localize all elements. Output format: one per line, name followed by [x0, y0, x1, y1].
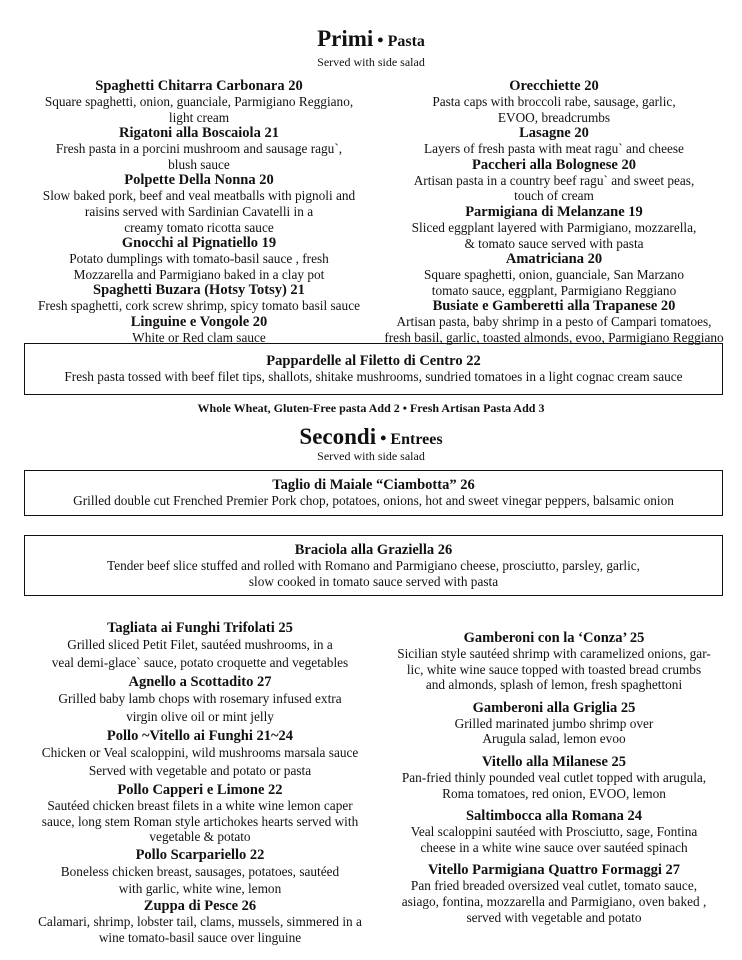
item-desc: Fresh pasta in a porcini mushroom and sausage ragu`, [55, 141, 343, 157]
menu-item [378, 700, 730, 747]
item-desc: Roma tomatoes, red onion, EVOO, lemon [442, 785, 666, 801]
secondi-right-column [378, 630, 730, 925]
item-desc: Mozzarella and Parmigiano baked in a clay pot [73, 266, 325, 282]
menu-item [24, 847, 376, 897]
menu-item [24, 78, 374, 125]
menu-item [24, 898, 376, 945]
menu-item [378, 298, 730, 345]
item-name: Parmigiana di Melanzane 19 [465, 203, 643, 220]
item-name: Linguine e Vongole 20 [130, 313, 268, 330]
item-name: Orecchiette 20 [509, 78, 599, 94]
item-name: Tagliata ai Funghi Trifolati 25 [107, 620, 293, 636]
item-desc: cheese in a white wine sauce over sautéed spinach [420, 839, 688, 855]
item-desc: Pasta caps with broccoli rabe, sausage, garlic, [432, 94, 676, 109]
menu-item [24, 728, 376, 780]
menu-item [378, 204, 730, 251]
item-desc: Grilled sliced Petit Filet, sautéed mushrooms, in a [67, 637, 333, 652]
pasta-add-note: Whole Wheat, Gluten-Free pasta Add 2 • Fresh Artisan Pasta Add 3 [197, 401, 545, 415]
item-desc: Boneless chicken breast, sausages, potatoes, sautéed [60, 863, 340, 879]
item-desc: served with vegetable and potato [466, 909, 642, 925]
item-desc: Veal scaloppini sautéed with Prosciutto, sage, Fontina [410, 824, 698, 840]
menu-item [378, 808, 730, 855]
menu-item [24, 235, 374, 282]
item-name: Polpette Della Nonna 20 [124, 172, 274, 189]
item-desc: Tender beef slice stuffed and rolled with Romano and Parmigiano cheese, prosciutto, parsley, garlic, [107, 558, 640, 573]
item-name: Lasagne 20 [519, 125, 589, 142]
item-desc: Grilled double cut Frenched Premier Pork chop, potatoes, onions, hot and sweet vinegar peppers, balsamic onion [73, 493, 674, 508]
item-name: Vitello Parmigiana Quattro Formaggi 27 [427, 862, 681, 879]
item-desc: creamy tomato ricotta sauce [124, 219, 274, 235]
menu-item [378, 862, 730, 925]
item-desc: Arugula salad, lemon evoo [482, 731, 626, 747]
item-desc: Grilled marinated jumbo shrimp over [454, 715, 654, 731]
secondi-heading [0, 424, 742, 450]
primi-title: Primi [317, 26, 374, 51]
menu-item [24, 125, 374, 172]
primi-bullet: • [377, 30, 384, 50]
item-desc: Grilled baby lamb chops with rosemary infused extra [58, 691, 342, 706]
item-name: Pollo Capperi e Limone 22 [117, 782, 283, 798]
item-desc: touch of cream [514, 188, 594, 204]
item-desc: Square spaghetti, onion, guanciale, San Marzano [424, 267, 684, 283]
item-name: Pollo ~Vitello ai Funghi 21~24 [106, 728, 294, 744]
item-name: Rigatoni alla Boscaiola 21 [119, 125, 279, 142]
item-desc: light cream [168, 109, 230, 125]
item-name: Vitello alla Milanese 25 [481, 753, 627, 770]
item-desc: Potato dumplings with tomato-basil sauce , fresh [69, 251, 329, 267]
secondi-subtitle: Entrees [390, 431, 443, 448]
item-desc: raisins served with Sardinian Cavatelli in a [84, 203, 314, 219]
item-desc: slow cooked in tomato sauce served with pasta [248, 573, 499, 589]
item-desc: Sautéed chicken breast filets in a white wine lemon caper [47, 798, 353, 813]
item-desc: Fresh pasta tossed with beef filet tips, shallots, shitake mushrooms, sundried tomatoes in a light cognac cream sauce [64, 369, 683, 384]
item-desc: veal demi-glace` sauce, potato croquette and vegetables [51, 655, 349, 670]
item-desc: Slow baked pork, beef and veal meatballs with pignoli and [42, 188, 356, 204]
item-desc: fresh basil, garlic, toasted almonds, evoo, Parmigiano Reggiano [384, 329, 724, 345]
menu-item [378, 157, 730, 204]
secondi-feature-box-1 [24, 470, 723, 516]
item-desc: and almonds, splash of lemon, fresh spaghettoni [425, 677, 683, 693]
item-desc: lic, white wine sauce topped with toasted bread crumbs [406, 661, 702, 677]
item-desc: asiago, fontina, mozzarella and Parmigiano, oven baked , [401, 893, 707, 909]
primi-subtitle: Pasta [387, 33, 425, 50]
primi-heading [0, 26, 742, 52]
menu-item [24, 172, 374, 235]
menu-item [24, 314, 374, 346]
item-desc: EVOO, breadcrumbs [497, 109, 611, 125]
item-desc: Square spaghetti, onion, guanciale, Parmigiano Reggiano, [44, 94, 354, 109]
item-name: Saltimbocca alla Romana 24 [465, 808, 642, 825]
menu-item [378, 251, 730, 298]
item-name: Pollo Scarpariello 22 [135, 846, 265, 863]
item-desc: White or Red clam sauce [132, 329, 266, 345]
item-desc: Sicilian style sautéed shrimp with caramelized onions, gar- [397, 646, 711, 661]
item-desc: Sliced eggplant layered with Parmigiano, mozzarella, [411, 219, 697, 235]
item-desc: blush sauce [168, 156, 230, 172]
item-desc: Chicken or Veal scaloppini, wild mushrooms marsala sauce [41, 745, 359, 760]
item-desc: Calamari, shrimp, lobster tail, clams, mussels, simmered in a [38, 914, 362, 930]
menu-item [378, 125, 730, 157]
secondi-bullet: • [380, 428, 387, 448]
item-desc: wine tomato-basil sauce over linguine [98, 929, 302, 945]
item-desc: Artisan pasta, baby shrimp in a pesto of Campari tomatoes, [396, 314, 712, 330]
item-name: Braciola alla Graziella 26 [294, 542, 453, 558]
menu-item [378, 630, 730, 693]
primi-right-column [378, 78, 730, 346]
menu-item [24, 674, 376, 726]
secondi-title: Secondi [299, 424, 377, 449]
item-name: Pappardelle al Filetto di Centro 22 [266, 353, 481, 369]
menu-item [378, 754, 730, 801]
item-desc: tomato sauce, eggplant, Parmigiano Reggiano [431, 282, 677, 298]
primi-served-note: Served with side salad [317, 55, 425, 69]
menu-item [24, 782, 376, 845]
menu-item [378, 78, 730, 125]
item-desc: Artisan pasta in a country beef ragu` and sweet peas, [413, 172, 695, 188]
item-desc: Pan fried breaded oversized veal cutlet, tomato sauce, [410, 878, 698, 894]
item-desc: virgin olive oil or mint jelly [126, 709, 274, 724]
item-name: Spaghetti Chitarra Carbonara 20 [95, 78, 303, 94]
item-name: Agnello a Scottadito 27 [128, 674, 272, 690]
secondi-left-column [24, 620, 376, 946]
item-desc: Pan-fried thinly pounded veal cutlet topped with arugula, [401, 769, 707, 785]
item-desc: vegetable & potato [149, 829, 251, 845]
item-name: Gamberoni con la ‘Conza’ 25 [463, 630, 645, 646]
item-name: Taglio di Maiale “Ciambotta” 26 [272, 477, 475, 493]
secondi-feature-box-2 [24, 535, 723, 596]
item-desc: Fresh spaghetti, cork screw shrimp, spicy tomato basil sauce [37, 298, 360, 314]
item-desc: sauce, long stem Roman style artichokes hearts served with [41, 813, 359, 829]
item-desc: with garlic, white wine, lemon [118, 880, 282, 896]
item-name: Amatriciana 20 [505, 251, 603, 268]
item-desc: Layers of fresh pasta with meat ragu` and cheese [424, 141, 684, 157]
item-desc: Served with vegetable and potato or pasta [88, 763, 312, 778]
item-name: Zuppa di Pesce 26 [143, 898, 257, 915]
item-name: Spaghetti Buzara (Hotsy Totsy) 21 [93, 282, 305, 299]
menu-item [24, 620, 376, 672]
primi-feature-box [24, 343, 723, 395]
item-name: Gamberoni alla Griglia 25 [472, 699, 636, 716]
item-name: Gnocchi al Pignatiello 19 [121, 235, 277, 252]
secondi-served-note: Served with side salad [317, 449, 425, 463]
menu-item [24, 282, 374, 314]
primi-left-column [24, 78, 374, 346]
item-name: Busiate e Gamberetti alla Trapanese 20 [432, 298, 676, 315]
item-name: Paccheri alla Bolognese 20 [472, 156, 636, 173]
item-desc: & tomato sauce served with pasta [464, 235, 644, 251]
